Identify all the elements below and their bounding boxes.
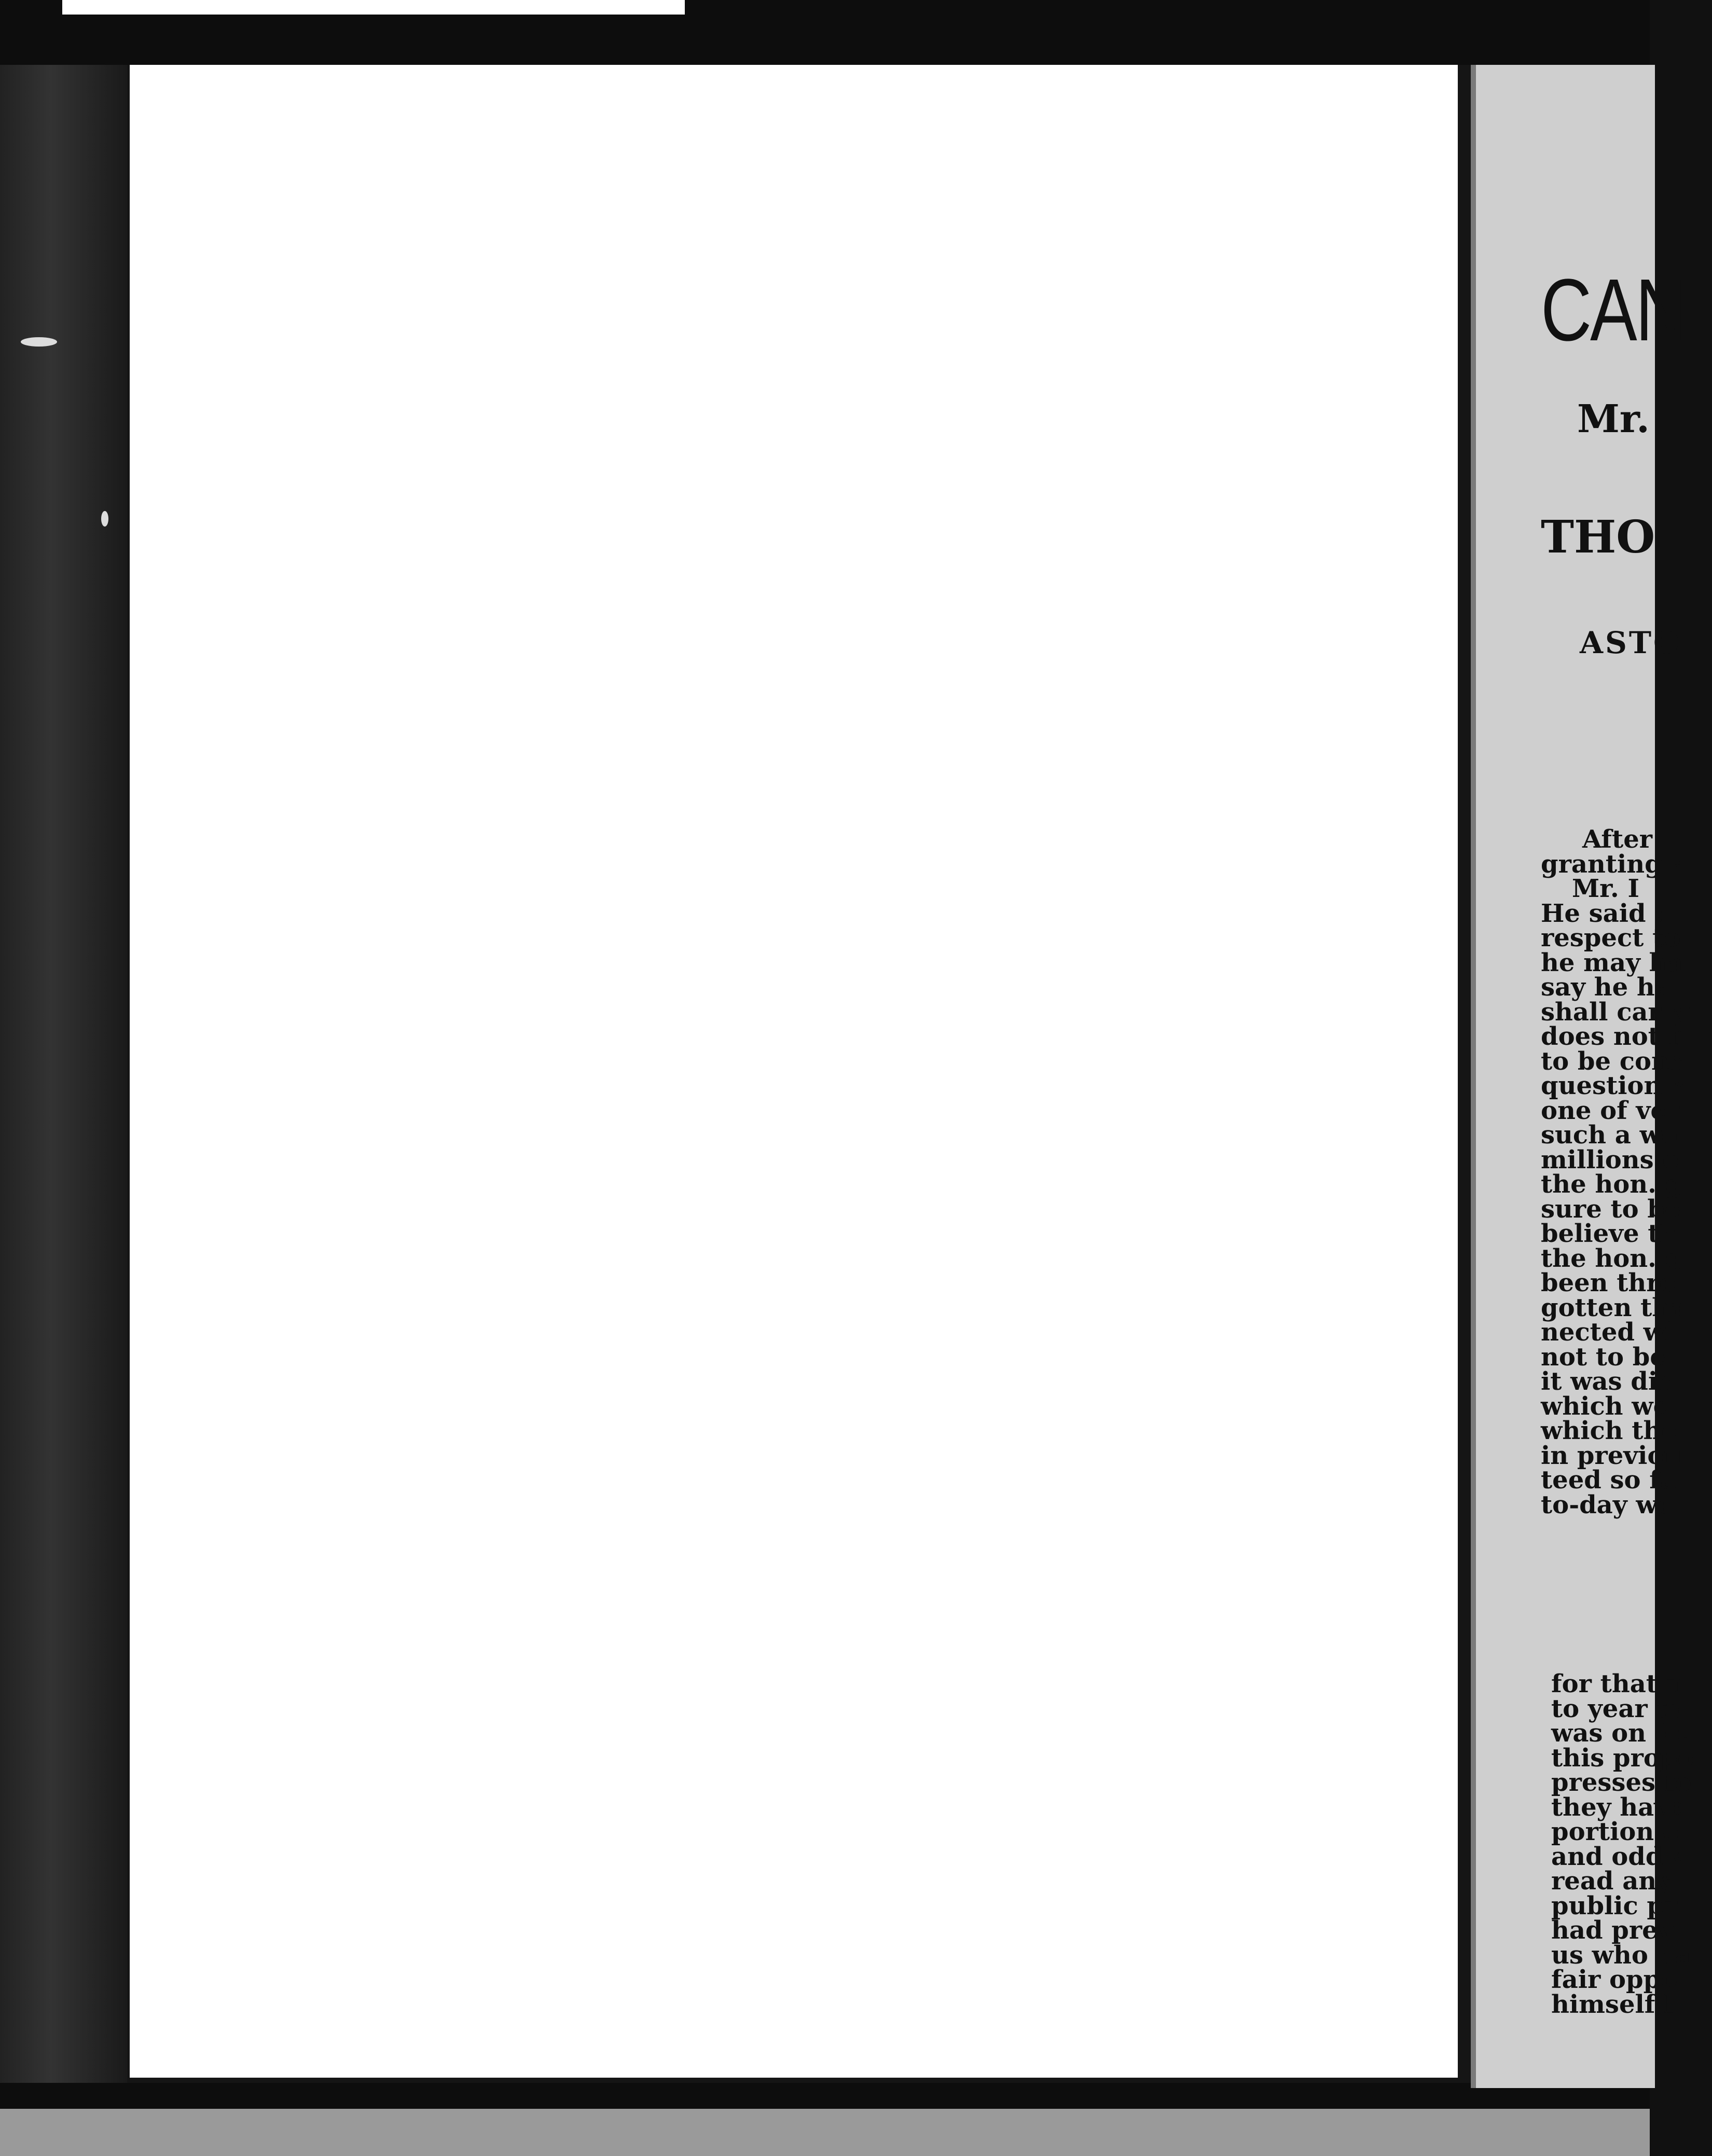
- text-line: himself l: [1551, 1989, 1674, 2019]
- text-line: he may ha: [1541, 948, 1683, 977]
- subhead-1: Mr.: [1577, 397, 1650, 441]
- film-speck: [21, 337, 57, 347]
- text-line: public pr: [1551, 1891, 1678, 1920]
- text-line: to year to: [1551, 1694, 1685, 1723]
- text-line: such a wo: [1541, 1121, 1678, 1150]
- text-line: nected wi: [1541, 1318, 1675, 1347]
- text-line: been thro: [1541, 1268, 1676, 1297]
- film-edge-top-highlight: [62, 0, 685, 15]
- film-edge-bottom-dark: [0, 2083, 1650, 2109]
- text-line: fair oppo: [1551, 1965, 1678, 1994]
- text-line: believe th: [1541, 1219, 1678, 1248]
- text-line: for that n: [1551, 1669, 1685, 1698]
- text-line: in previou: [1541, 1441, 1682, 1470]
- text-line: presses fo: [1551, 1768, 1692, 1797]
- headline: CAN: [1541, 261, 1685, 360]
- text-line: teed so fa: [1541, 1466, 1677, 1495]
- text-line: it was dis: [1541, 1367, 1672, 1396]
- text-line: to be cons: [1541, 1046, 1683, 1076]
- text-line: the hon. g: [1541, 1170, 1683, 1199]
- text-line: one of ver: [1541, 1096, 1680, 1125]
- text-line: does not r: [1541, 1022, 1681, 1051]
- text-line: the hon. g: [1541, 1243, 1683, 1273]
- text-line: which we: [1541, 1391, 1669, 1421]
- text-line: granting a: [1541, 849, 1687, 879]
- text-line: Mr. I: [1572, 874, 1639, 903]
- text-line: not to be: [1541, 1342, 1666, 1372]
- text-line: us who ha: [1551, 1940, 1691, 1970]
- text-line: read any: [1551, 1867, 1672, 1896]
- newspaper-page: [1471, 65, 1694, 2088]
- text-column-1: [1541, 827, 1712, 1517]
- subhead-3: ASTO: [1580, 625, 1682, 660]
- text-line: question s: [1541, 1071, 1685, 1100]
- blank-page: [130, 65, 1458, 2078]
- text-line: they have: [1551, 1792, 1685, 1822]
- text-column-2: [1541, 1669, 1712, 2019]
- text-line: respect to: [1541, 923, 1681, 952]
- text-line: and odd v: [1551, 1842, 1687, 1871]
- text-line: was on de: [1551, 1719, 1688, 1748]
- text-line: gotten tha: [1541, 1293, 1687, 1322]
- text-line: He said :-: [1541, 899, 1674, 928]
- text-line: millions o: [1541, 1145, 1679, 1174]
- text-line: shall carry: [1541, 997, 1689, 1027]
- text-line: After: [1582, 825, 1653, 854]
- text-line: which the: [1541, 1416, 1677, 1445]
- text-line: say he ha: [1541, 973, 1671, 1002]
- text-line: had previ: [1551, 1916, 1682, 1945]
- text-line: portion o: [1551, 1817, 1679, 1846]
- text-line: to-day we: [1541, 1490, 1674, 1519]
- text-line: sure to be: [1541, 1194, 1681, 1224]
- text-line: this propo: [1551, 1743, 1694, 1773]
- subhead-2: THO: [1541, 511, 1655, 563]
- film-edge-left: [0, 0, 127, 2156]
- film-speck: [101, 511, 108, 527]
